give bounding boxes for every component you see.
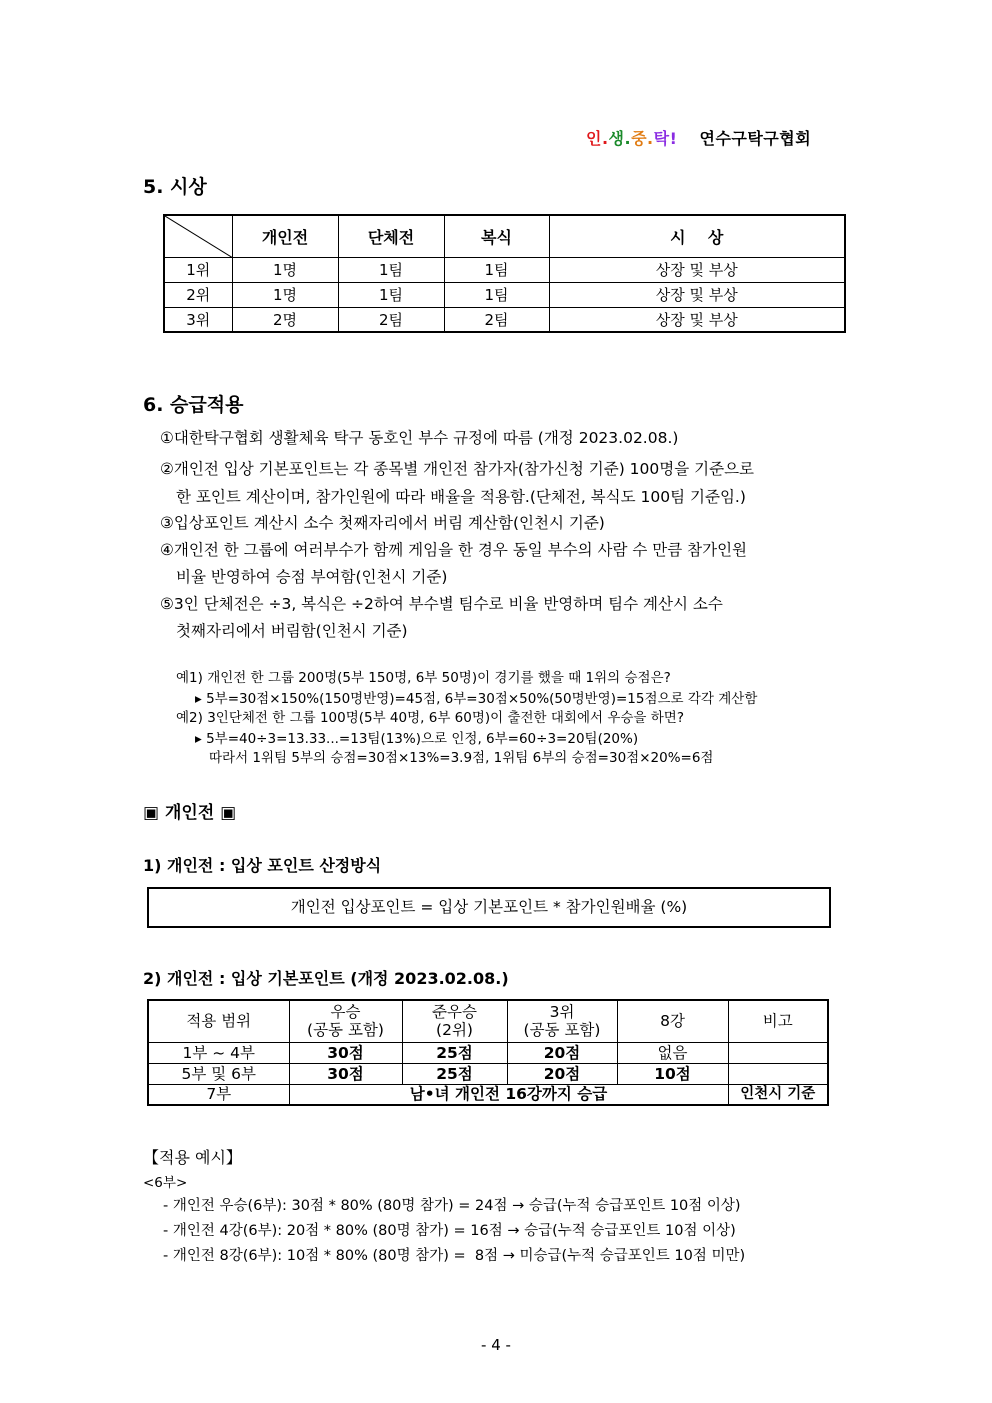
rank-cell: 1위 bbox=[164, 257, 232, 282]
slogan-part: 인. bbox=[586, 129, 609, 148]
table-cell: 상장 및 부상 bbox=[549, 307, 845, 332]
rule-item: ⑤3인 단체전은 ÷3, 복식은 ÷2하여 부수별 팀수로 비율 반영하며 팀수 계산시 소수 bbox=[160, 595, 723, 613]
header-sublabel: (2위) bbox=[436, 1021, 473, 1040]
formula-box: 개인전 입상포인트 = 입상 기본포인트 * 참가인원배율 (%) bbox=[147, 887, 831, 928]
header-label: 우승 bbox=[330, 1003, 361, 1022]
note-cell bbox=[728, 1042, 828, 1063]
section-5-title: 5. 시상 bbox=[143, 176, 207, 198]
header-sublabel: (공동 포함) bbox=[523, 1021, 601, 1040]
header-label: 비고 bbox=[762, 1012, 793, 1031]
subsection-title: 1) 개인전 : 입상 포인트 산정방식 bbox=[143, 856, 382, 875]
page-number: - 4 - bbox=[481, 1336, 511, 1354]
base-point-header bbox=[148, 1000, 828, 1042]
diagonal-line-icon bbox=[165, 216, 233, 258]
table-row bbox=[148, 1063, 828, 1084]
slogan-part: 중. bbox=[631, 129, 654, 148]
rule-item-continued: 첫째자리에서 버림함(인천시 기준) bbox=[176, 622, 408, 640]
col-header bbox=[507, 1000, 617, 1042]
col-header bbox=[289, 1000, 402, 1042]
point-cell: 20점 bbox=[507, 1063, 617, 1084]
col-header: 단체전 bbox=[338, 215, 444, 257]
point-cell: 30점 bbox=[289, 1042, 402, 1063]
diagonal-cell bbox=[164, 215, 232, 257]
rule-item: ①대한탁구협회 생활체육 탁구 동호인 부수 규정에 따름 (개정 2023.02.08.) bbox=[160, 429, 679, 447]
table-cell: 1팀 bbox=[338, 282, 444, 307]
subsection-title: 2) 개인전 : 입상 기본포인트 (개정 2023.02.08.) bbox=[143, 969, 509, 988]
point-cell: 30점 bbox=[289, 1063, 402, 1084]
application-group: <6부> bbox=[143, 1175, 188, 1191]
organization-name: 연수구탁구협회 bbox=[699, 129, 812, 148]
point-cell: 20점 bbox=[507, 1042, 617, 1063]
rule-item: ③입상포인트 계산시 소수 첫째자리에서 버림 계산함(인천시 기준) bbox=[160, 514, 605, 532]
range-cell: 5부 및 6부 bbox=[148, 1063, 289, 1084]
table-cell: 상장 및 부상 bbox=[549, 282, 845, 307]
table-row bbox=[164, 307, 845, 332]
section-6-title: 6. 승급적용 bbox=[143, 394, 244, 416]
rule-item: ④개인전 한 그룹에 여러부수가 함께 게임을 한 경우 동일 부수의 사람 수 만큼 참가인원 bbox=[160, 541, 748, 559]
col-header: 개인전 bbox=[232, 215, 338, 257]
col-header: 시 상 bbox=[549, 215, 845, 257]
application-title: 【적용 예시】 bbox=[143, 1148, 242, 1167]
page-header bbox=[586, 126, 811, 149]
table-cell: 1명 bbox=[232, 282, 338, 307]
example-line: ▸ 5부=30점×150%(150명반영)=45점, 6부=30점×50%(50명반영)=15점으로 각각 계산함 bbox=[195, 691, 758, 707]
slogan-part: 탁! bbox=[653, 129, 678, 148]
header-label: 8강 bbox=[660, 1012, 685, 1031]
example-line: 따라서 1위팀 5부의 승점=30점×13%=3.9점, 1위팀 6부의 승점=30점×20%=6점 bbox=[209, 750, 714, 766]
col-header bbox=[148, 1000, 289, 1042]
award-table-header bbox=[164, 215, 845, 257]
application-line: - 개인전 4강(6부): 20점 * 80% (80명 참가) = 16점 → 승급(누적 승급포인트 10점 이상) bbox=[163, 1223, 736, 1239]
rule-item: ②개인전 입상 기본포인트는 각 종목별 개인전 참가자(참가신청 기준) 100명을 기준으로 bbox=[160, 460, 755, 478]
table-cell: 2팀 bbox=[444, 307, 549, 332]
award-table bbox=[163, 214, 846, 333]
table-cell: 2명 bbox=[232, 307, 338, 332]
application-line: - 개인전 우승(6부): 30점 * 80% (80명 참가) = 24점 → 승급(누적 승급포인트 10점 이상) bbox=[163, 1198, 741, 1214]
application-line: - 개인전 8강(6부): 10점 * 80% (80명 참가) = 8점 → 미승급(누적 승급포인트 10점 미만) bbox=[163, 1248, 746, 1264]
example-line: 예2) 3인단체전 한 그룹 100명(5부 40명, 6부 60명)이 출전한 대회에서 우승을 하면? bbox=[176, 710, 685, 726]
table-row bbox=[148, 1042, 828, 1063]
slogan-part: 생. bbox=[608, 129, 632, 148]
point-cell: 없음 bbox=[617, 1042, 728, 1063]
rule-item-continued: 비율 반영하여 승점 부여함(인천시 기준) bbox=[176, 568, 448, 586]
col-header bbox=[617, 1000, 728, 1042]
header-label: 적용 범위 bbox=[186, 1012, 252, 1031]
table-cell: 2팀 bbox=[338, 307, 444, 332]
rank-cell: 3위 bbox=[164, 307, 232, 332]
col-header bbox=[728, 1000, 828, 1042]
table-row bbox=[164, 257, 845, 282]
range-cell: 7부 bbox=[148, 1084, 289, 1105]
col-header bbox=[402, 1000, 507, 1042]
example-line: 예1) 개인전 한 그룹 200명(5부 150명, 6부 50명)이 경기를 했을 때 1위의 승점은? bbox=[176, 670, 671, 686]
header-label: 준우승 bbox=[432, 1003, 477, 1022]
header-label: 3위 bbox=[549, 1003, 575, 1022]
note-cell: 인천시 기준 bbox=[728, 1084, 828, 1105]
table-cell: 1팀 bbox=[444, 282, 549, 307]
table-cell: 1명 bbox=[232, 257, 338, 282]
example-line: ▸ 5부=40÷3=13.33...=13팀(13%)으로 인정, 6부=60÷3=20팀(20%) bbox=[195, 731, 639, 747]
table-cell: 1팀 bbox=[338, 257, 444, 282]
range-cell: 1부 ~ 4부 bbox=[148, 1042, 289, 1063]
point-cell: 25점 bbox=[402, 1063, 507, 1084]
note-cell bbox=[728, 1063, 828, 1084]
col-header: 복식 bbox=[444, 215, 549, 257]
table-row bbox=[148, 1084, 828, 1105]
merged-cell: 남•녀 개인전 16강까지 승급 bbox=[289, 1084, 728, 1105]
rule-item-continued: 한 포인트 계산이며, 참가인원에 따라 배율을 적용함.(단체전, 복식도 100팀 기준임.) bbox=[176, 488, 746, 506]
table-row bbox=[164, 282, 845, 307]
rank-cell: 2위 bbox=[164, 282, 232, 307]
point-cell: 25점 bbox=[402, 1042, 507, 1063]
table-cell: 1팀 bbox=[444, 257, 549, 282]
point-cell: 10점 bbox=[617, 1063, 728, 1084]
table-cell: 상장 및 부상 bbox=[549, 257, 845, 282]
base-point-table bbox=[147, 999, 829, 1106]
slogan bbox=[586, 129, 683, 148]
individual-section-title: ▣ 개인전 ▣ bbox=[143, 803, 237, 823]
header-sublabel: (공동 포함) bbox=[307, 1021, 384, 1040]
